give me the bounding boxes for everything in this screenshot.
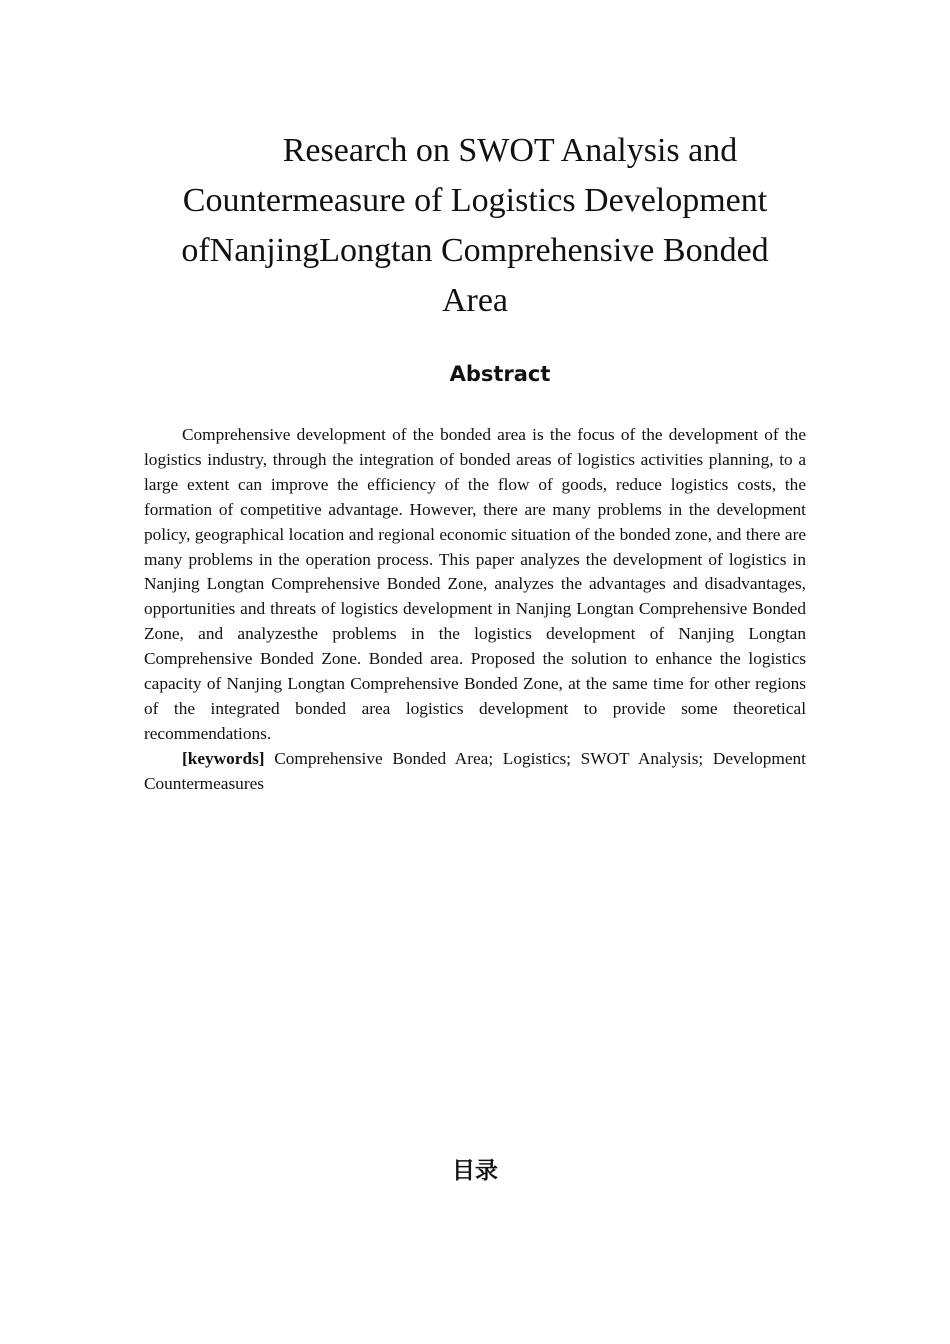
keywords-text: Comprehensive Bonded Area; Logistics; SWOT Analysis; Development Countermeasures bbox=[144, 748, 806, 793]
paper-title bbox=[160, 126, 790, 326]
abstract-heading: Abstract bbox=[449, 362, 551, 386]
title-line-3: ofNanjingLongtan Comprehensive Bonded bbox=[181, 232, 769, 269]
title-line-2: Countermeasure of Logistics Development bbox=[182, 182, 768, 219]
keywords-label: [keywords] bbox=[182, 748, 265, 768]
keywords-paragraph bbox=[144, 747, 806, 797]
title-line-1: Research on SWOT Analysis and bbox=[282, 132, 738, 169]
abstract-body bbox=[144, 423, 806, 797]
toc-heading: 目录 bbox=[452, 1158, 498, 1184]
title-line-4: Area bbox=[441, 282, 509, 319]
abstract-paragraph: Comprehensive development of the bonded area is the focus of the development of the logistics industry, through the integration of bonded areas of logistics activities planning, to a large extent can improve the efficiency of the flow of goods, reduce logistics costs, the formation of competitive advantage. However, there are many problems in the development policy, geographical location and regional economic situation of the bonded zone, and there are many problems in the operation process. This paper analyzes the development of logistics in Nanjing Longtan Comprehensive Bonded Zone, analyzes the advantages and disadvantages, opportunities and threats of logistics development in Nanjing Longtan Comprehensive Bonded Zone, and analyzesthe problems in the logistics development of Nanjing Longtan Comprehensive Bonded Zone. Bonded area. Proposed the solution to enhance the logistics capacity of Nanjing Longtan Comprehensive Bonded Zone, at the same time for other regions of the integrated bonded area logistics development to provide some theoretical recommendations. bbox=[144, 425, 806, 743]
